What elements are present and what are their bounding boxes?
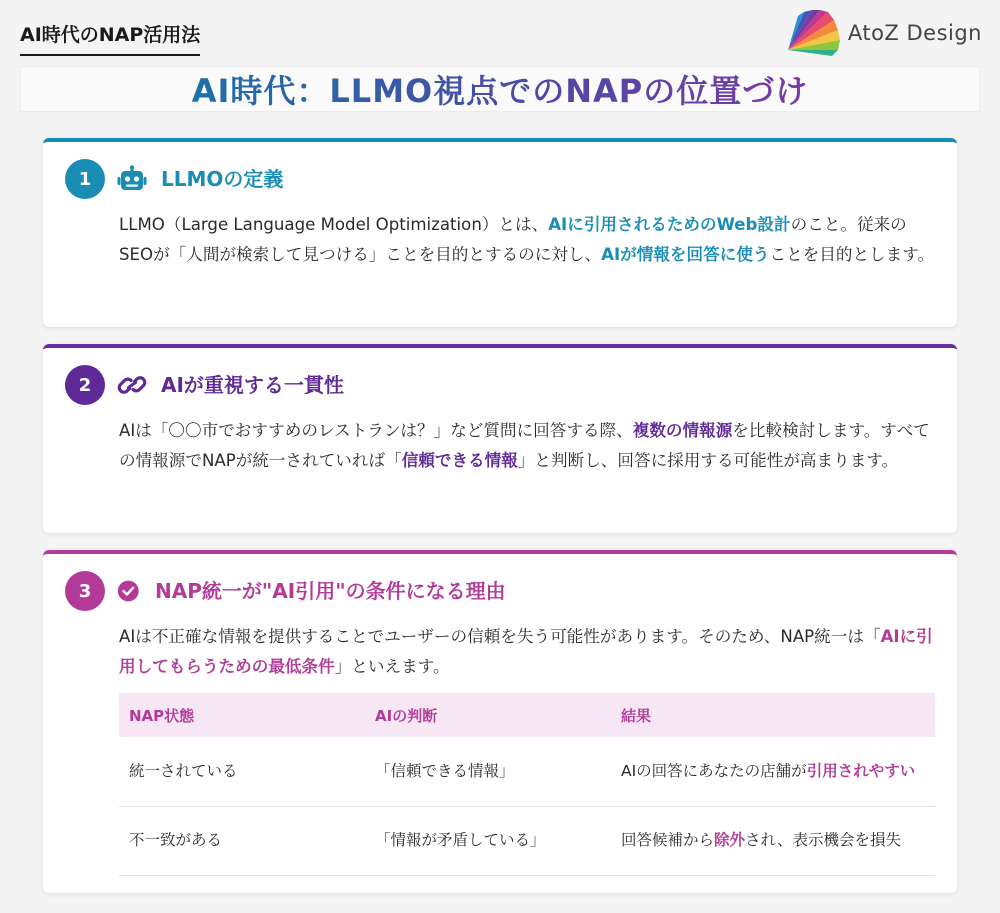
card-llmo-definition xyxy=(43,138,957,327)
body-text-segment: ことを目的とします。 xyxy=(769,244,935,264)
step-badge: 3 xyxy=(65,571,105,611)
card-body xyxy=(119,416,937,475)
body-text-segment: 」と判断し、回答に採用する可能性が高まります。 xyxy=(517,450,899,470)
table-cell: 「情報が矛盾している」 xyxy=(365,806,611,875)
highlight-text: 除外 xyxy=(714,831,746,849)
body-text-segment: AIは「〇〇市でおすすめのレストランは？」など質問に回答する際、 xyxy=(119,421,633,440)
highlight-text: AIに引用されるためのWeb設計 xyxy=(548,215,791,234)
card-body xyxy=(119,622,937,681)
cell-text: され、表示機会を損失 xyxy=(745,831,901,849)
table-cell: 統一されている xyxy=(119,737,365,806)
body-text-segment: を比較検討します。すべての情報源でNAPが統一されていれば「 xyxy=(119,421,930,470)
breadcrumb: AI時代のNAP活用法 xyxy=(20,20,200,56)
table-header-row xyxy=(119,693,935,737)
column-header: NAP状態 xyxy=(119,693,365,737)
card-ai-consistency xyxy=(43,344,957,533)
column-header: 結果 xyxy=(611,693,935,737)
table-row xyxy=(119,737,935,806)
table-cell: 不一致がある xyxy=(119,806,365,875)
brand-logo xyxy=(782,10,982,56)
cell-text: 回答候補から xyxy=(621,831,715,849)
body-text-segment: AIは不正確な情報を提供することでユーザーの信頼を失う可能性があります。そのため、NAP統一は「 xyxy=(119,627,881,646)
body-text-segment: のこと。従来のSEOが「人間が検索して見つける」ことを目的とするのに対し、 xyxy=(119,215,907,264)
page-title: AI時代：LLMO視点でのNAPの位置づけ xyxy=(192,66,809,112)
highlight-text: AIに引用してもらうための最低条件 xyxy=(119,627,933,676)
step-badge: 2 xyxy=(65,365,105,405)
top-bar xyxy=(0,0,1000,62)
card-heading: NAP統一が"AI引用"の条件になる理由 xyxy=(155,579,506,603)
robot-icon xyxy=(117,165,147,193)
highlight-text: 引用されやすい xyxy=(806,761,916,780)
link-icon xyxy=(117,371,147,399)
body-text-segment: LLMO（Large Language Model Optimization）とは、 xyxy=(119,215,549,234)
card-heading: LLMOの定義 xyxy=(161,167,284,191)
highlight-text: AIが情報を回答に使う xyxy=(601,244,770,264)
step-badge: 1 xyxy=(65,159,105,199)
brand-name: AtoZ Design xyxy=(847,21,982,45)
body-text-segment: 」といえます。 xyxy=(334,656,450,676)
card-heading: AIが重視する一貫性 xyxy=(161,373,344,397)
title-band xyxy=(20,66,980,112)
column-header: AIの判断 xyxy=(365,693,611,737)
nap-comparison-table xyxy=(119,693,935,876)
highlight-text: 信頼できる情報 xyxy=(401,450,518,470)
check-circle-icon xyxy=(117,577,143,605)
card-body xyxy=(119,210,937,269)
highlight-text: 複数の情報源 xyxy=(632,421,733,440)
table-cell xyxy=(611,737,935,806)
table-cell xyxy=(611,806,935,875)
fan-logo-icon xyxy=(782,10,840,56)
cell-text: AIの回答にあなたの店舗が xyxy=(621,761,807,780)
table-row xyxy=(119,806,935,875)
table-cell: 「信頼できる情報」 xyxy=(365,737,611,806)
card-nap-reason xyxy=(43,550,957,893)
